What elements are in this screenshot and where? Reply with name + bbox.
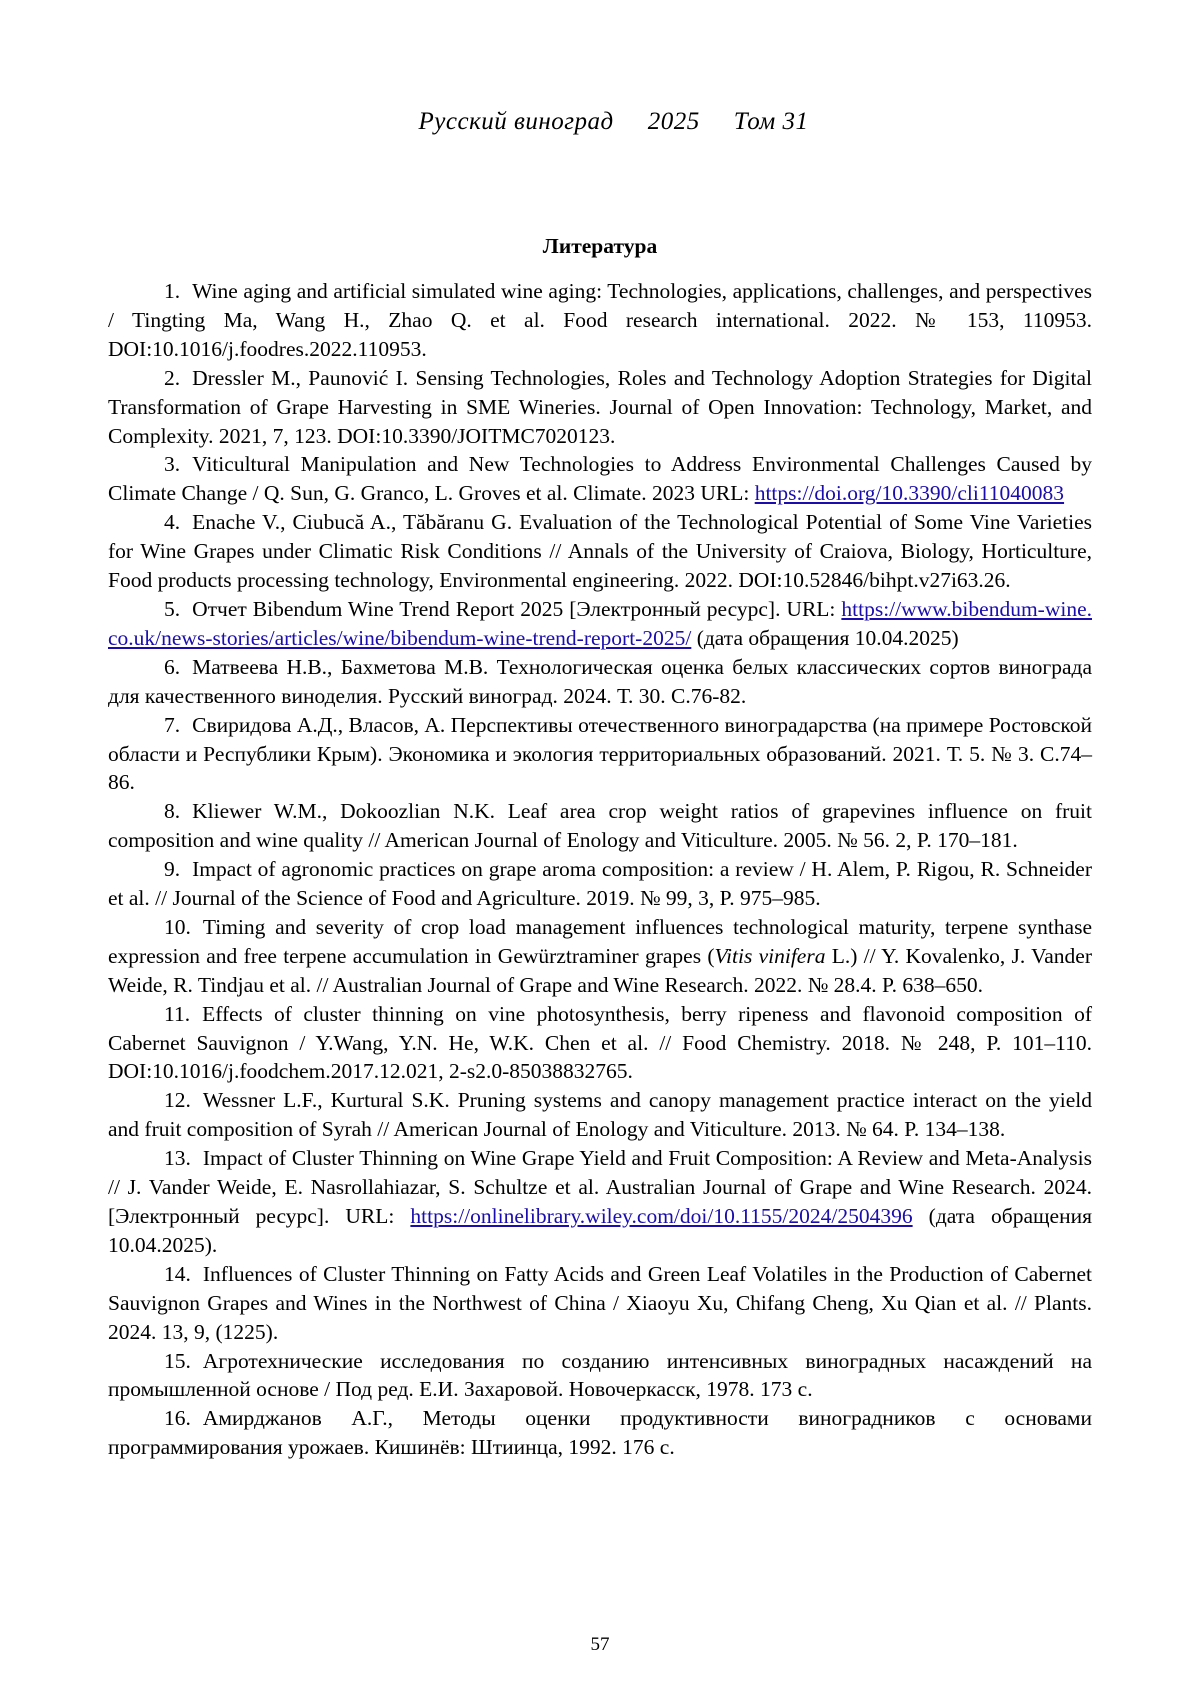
reference-text: Dressler M., Paunović I. Sensing Technologies, Roles and Technology Adoption Strategies for Digital Transformation of Grape Harvesting in SME Wineries. Journal of Open Innovation: Technology, Market, and Complexity. 2021, 7, 123. DOI:10.3390/JOITMC7020123. [108,365,1092,448]
reference-number: 5. [164,596,181,621]
reference-number: 2. [164,365,181,390]
reference-link[interactable]: https://doi.org/10.3390/cli11040083 [754,481,1065,506]
reference-text: Матвеева Н.В., Бахметова М.В. Технологическая оценка белых классических сортов винограда для качественного виноделия. Русский виноград. 2024. Т. 30. С.76-82. [108,654,1092,708]
running-head-year: 2025 [647,108,700,135]
reference-number: 8. [164,799,181,824]
reference-text: Viticultural Manipulation and New Technologies to Address Environmental Challenges Caused by Climate Change / Q. Sun, G. Granco, L. Groves et al. Climate. 2023 URL: [108,452,1092,506]
reference-text-pre: Timing and severity of crop load management influences technological maturity, terpene synthase expression and free terpene accumulation in Gewürztraminer grapes ( [108,914,1092,968]
reference-number: 3. [164,452,181,477]
list-item [108,364,1092,451]
reference-access-date: (дата обращения 10.04.2025). [108,1204,1092,1257]
reference-text: Impact of agronomic practices on grape aroma composition: a review / H. Alem, P. Rigou, R. Schneider et al. // Journal of the Science of Food and Agriculture. 2019. № 99, 3, P. 975–985. [108,857,1092,911]
reference-list [108,277,1092,1462]
reference-text: Свиридова А.Д., Власов, А. Перспективы отечественного виноградарства (на примере Ростовской области и Республики Крым). Экономика и экология территориальных образований. 2021. Т. 5. № 3. С.74–86. [108,712,1092,795]
reference-text: Enache V., Ciubucă A., Tăbăranu G. Evaluation of the Technological Potential of Some Vine Varieties for Wine Grapes under Climatic Risk Conditions // Annals of the University of Craiova, Biology, Horticulture, Food products processing technology, Environmental engineering. 2022. DOI:10.52846/bihpt.v27i63.26. [108,510,1092,593]
reference-number: 1. [164,279,181,303]
reference-text: Амирджанов А.Г., Методы оценки продуктивности виноградников с основами программирования урожаев. Кишинёв: Штиинца, 1992. 176 с. [108,1406,1092,1460]
reference-access-date: (дата обращения 10.04.2025) [696,625,959,650]
running-head [108,80,1092,164]
reference-text: Агротехнические исследования по созданию интенсивных виноградных насаждений на промышленной основе / Под ред. Е.И. Захаровой. Новочеркасск, 1978. 173 с. [108,1348,1092,1402]
list-item [108,1404,1092,1462]
list-item [108,1000,1092,1087]
reference-number: 13. [164,1146,191,1171]
list-item [108,277,1092,364]
reference-number: 10. [164,914,191,939]
list-item [108,1260,1092,1347]
page-number: 57 [590,1634,610,1655]
reference-text: Effects of cluster thinning on vine photosynthesis, berry ripeness and flavonoid composition of Cabernet Sauvignon / Y.Wang, Y.N. He, W.K. Chen et al. // Food Chemistry. 2018. № 248, P. 101–110. DOI:10.1016/j.foodchem.2017.12.021, 2-s2.0-85038832765. [108,1001,1092,1084]
reference-number: 9. [164,857,181,882]
reference-text-post: L.) // Y. Kovalenko, J. Vander Weide, R. Tindjau et al. // Australian Journal of Grape and Wine Research. 2022. № 28.4. P. 638–650. [108,943,1092,997]
list-item [108,711,1092,798]
list-item [108,855,1092,913]
reference-number: 14. [164,1261,191,1286]
list-item [108,1086,1092,1144]
section-title: Литература [542,234,658,258]
reference-species-name: Vitis vinifera [714,943,826,968]
reference-number: 6. [164,654,181,679]
reference-text: Impact of Cluster Thinning on Wine Grape Yield and Fruit Composition: A Review and Meta-Analysis // J. Vander Weide, E. Nasrollahiazar, S. Schultze et al. Australian Journal of Grape and Wine Research. 2024. [Электронный ресурс]. URL: [108,1146,1092,1228]
reference-text: Influences of Cluster Thinning on Fatty Acids and Green Leaf Volatiles in the Production of Cabernet Sauvignon Grapes and Wines in the Northwest of China / Xiaoyu Xu, Chifang Cheng, Xu Qian et al. // Plants. 2024. 13, 9, (1225). [108,1261,1092,1344]
list-item [108,653,1092,711]
list-item [108,1144,1092,1260]
reference-text: Wine aging and artificial simulated wine aging: Technologies, applications, challenges, and perspectives / Tingting Ma, Wang H., Zhao Q. et al. Food research international. 2022. № 153, 110953. DOI:10.1016/j.foodres.2022.110953. [108,279,1092,361]
reference-link[interactable]: https://onlinelibrary.wiley.com/doi/10.1155/2024/2504396 [410,1204,913,1228]
reference-number: 4. [164,510,181,535]
running-head-volume: Том 31 [733,108,809,135]
list-item [108,797,1092,855]
reference-number: 15. [164,1348,191,1373]
reference-text: Wessner L.F., Kurtural S.K. Pruning systems and canopy management practice interact on the yield and fruit composition of Syrah // American Journal of Enology and Viticulture. 2013. № 64. P. 134–138. [108,1088,1092,1142]
list-item [108,1347,1092,1405]
list-item [108,508,1092,595]
reference-text: Отчет Bibendum Wine Trend Report 2025 [Электронный ресурс]. URL: [192,596,836,621]
list-item [108,913,1092,1000]
reference-number: 16. [164,1406,191,1431]
reference-number: 7. [164,712,181,737]
list-item [108,450,1092,508]
running-head-journal: Русский виноград [418,108,614,135]
reference-number: 11. [164,1001,191,1026]
list-item [108,595,1092,653]
reference-link[interactable]: https://www.bibendum-wine.co.uk/news-stories/articles/wine/bibendum-wine-trend-report-2025/ [108,596,1092,650]
reference-text: Kliewer W.M., Dokoozlian N.K. Leaf area crop weight ratios of grapevines influence on fruit composition and wine quality // American Journal of Enology and Viticulture. 2005. № 56. 2, P. 170–181. [108,799,1092,853]
reference-number: 12. [164,1088,191,1113]
